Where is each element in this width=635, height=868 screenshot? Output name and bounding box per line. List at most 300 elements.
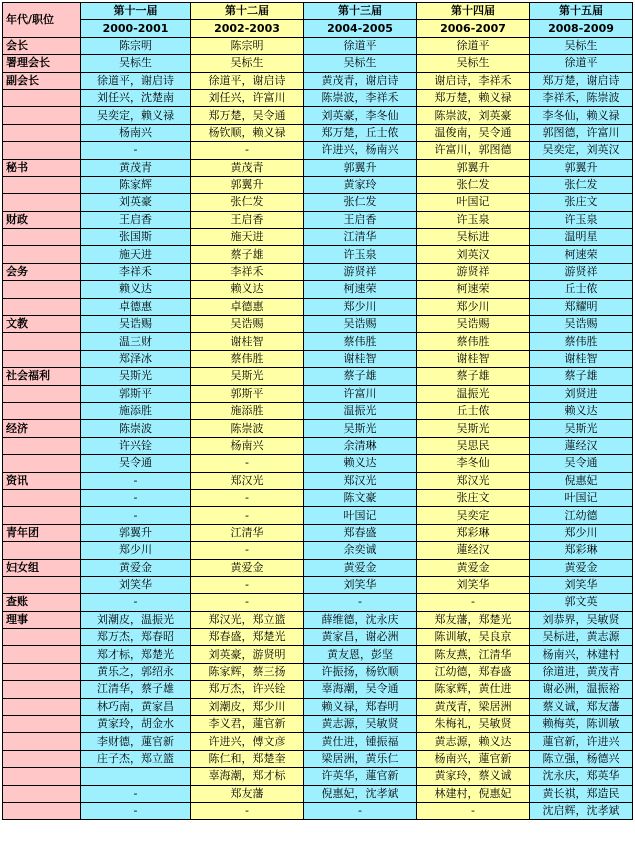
member-cell: - — [81, 802, 191, 819]
member-cell: 沈永庆，郑英华 — [530, 768, 633, 785]
member-cell: 吴斯光 — [530, 420, 633, 437]
table-row — [3, 385, 633, 402]
table-row — [3, 768, 633, 785]
roster-table-wrapper — [2, 2, 633, 820]
member-cell: 黄仕进，锺振福 — [304, 733, 417, 750]
member-cell: 吴标生 — [530, 37, 633, 54]
table-row — [3, 681, 633, 698]
table-row — [3, 89, 633, 106]
member-cell: 刘笑华 — [530, 576, 633, 593]
member-cell: 陈立强，杨德兴 — [530, 750, 633, 767]
table-row — [3, 72, 633, 89]
member-cell: 倪惠妃 — [530, 472, 633, 489]
member-cell: 蔡伟胜 — [304, 333, 417, 350]
member-cell: - — [81, 785, 191, 802]
member-cell: 黄长祺，郑造民 — [530, 785, 633, 802]
member-cell: 郑少川 — [530, 524, 633, 541]
member-cell: 张庄文 — [417, 489, 530, 506]
member-cell: 黄友恩，彭坚 — [304, 646, 417, 663]
member-cell: - — [191, 594, 304, 611]
member-cell: 林建村，倪惠妃 — [417, 785, 530, 802]
member-cell: 叶国记 — [417, 194, 530, 211]
member-cell: 江幼德 — [530, 507, 633, 524]
member-cell: 丘士侬 — [417, 402, 530, 419]
table-row — [3, 142, 633, 159]
member-cell: 李冬仙，赖义禄 — [530, 107, 633, 124]
member-cell: 郑万楚，吴令通 — [191, 107, 304, 124]
member-cell: 黄家昌，谢必洲 — [304, 629, 417, 646]
member-cell: 赖梅英，陈训敏 — [530, 716, 633, 733]
table-row — [3, 55, 633, 72]
position-header: 年代/职位 — [3, 3, 81, 38]
member-cell: 徐道进，黄茂青 — [530, 663, 633, 680]
member-cell: 杨南兴 — [191, 437, 304, 454]
position-label — [3, 385, 81, 402]
member-cell: 郑万杰，许兴铨 — [191, 681, 304, 698]
member-cell: 黄爱金 — [191, 559, 304, 576]
member-cell: 卓德惠 — [81, 298, 191, 315]
member-cell: 王启香 — [191, 211, 304, 228]
member-cell: 赖义禄，郑春明 — [304, 698, 417, 715]
year-range: 2004-2005 — [304, 20, 417, 37]
member-cell: 温振光 — [417, 385, 530, 402]
term-header: 第十四届 — [417, 3, 530, 20]
position-label: 理事 — [3, 611, 81, 628]
position-label — [3, 142, 81, 159]
member-cell — [81, 768, 191, 785]
roster-body — [3, 3, 633, 820]
member-cell: 杨南兴 — [81, 124, 191, 141]
member-cell: 张仁发 — [304, 194, 417, 211]
member-cell: 徐道平 — [417, 37, 530, 54]
member-cell: 郑友藩 — [191, 785, 304, 802]
position-label — [3, 716, 81, 733]
member-cell: 游贤祥 — [304, 263, 417, 280]
member-cell: 黄茂青，梁居洲 — [417, 698, 530, 715]
member-cell: 吴诰赐 — [530, 316, 633, 333]
member-cell: - — [417, 594, 530, 611]
position-label — [3, 576, 81, 593]
member-cell: 郑万楚，赖义禄 — [417, 89, 530, 106]
member-cell: 江清华 — [304, 229, 417, 246]
member-cell: 黄爱金 — [304, 559, 417, 576]
member-cell: 温三财 — [81, 333, 191, 350]
member-cell: 江清华 — [191, 524, 304, 541]
member-cell: 郑才标，郑楚光 — [81, 646, 191, 663]
member-cell: 郑彩琳 — [530, 542, 633, 559]
table-row — [3, 37, 633, 54]
member-cell: 陈崇波，刘英豪 — [417, 107, 530, 124]
member-cell: 郑春盛 — [304, 524, 417, 541]
member-cell: 李祥禾，陈崇波 — [530, 89, 633, 106]
member-cell: 黄家玲，蔡义诚 — [417, 768, 530, 785]
member-cell: 张仁发 — [530, 176, 633, 193]
member-cell: 刘恭界，吴敏贤 — [530, 611, 633, 628]
member-cell: 陈宗明 — [81, 37, 191, 54]
member-cell: 谢桂智 — [530, 350, 633, 367]
table-row — [3, 698, 633, 715]
member-cell: 赖义达 — [304, 455, 417, 472]
position-label: 青年团 — [3, 524, 81, 541]
year-range: 2000-2001 — [81, 20, 191, 37]
table-row — [3, 263, 633, 280]
member-cell: 许兴铨 — [81, 437, 191, 454]
member-cell: 卓德惠 — [191, 298, 304, 315]
position-label — [3, 402, 81, 419]
year-range: 2008-2009 — [530, 20, 633, 37]
table-row — [3, 750, 633, 767]
member-cell: 郑耀明 — [530, 298, 633, 315]
table-row — [3, 246, 633, 263]
position-label: 署理会长 — [3, 55, 81, 72]
member-cell: 温振光 — [304, 402, 417, 419]
member-cell: 沈启辉，沈孝斌 — [530, 802, 633, 819]
member-cell: 许玉泉 — [304, 246, 417, 263]
member-cell: - — [304, 802, 417, 819]
member-cell: 郑友藩，郑楚光 — [417, 611, 530, 628]
member-cell: 赖义达 — [530, 402, 633, 419]
member-cell: 刘笑华 — [304, 576, 417, 593]
member-cell: 郭斯平 — [81, 385, 191, 402]
member-cell: 郑万楚，丘士侬 — [304, 124, 417, 141]
member-cell: 郑万杰，郑春昭 — [81, 629, 191, 646]
member-cell: 张仁发 — [417, 176, 530, 193]
member-cell: 郑少川 — [81, 542, 191, 559]
position-label — [3, 785, 81, 802]
member-cell: 蔡伟胜 — [417, 333, 530, 350]
member-cell: 陈仁和，郑楚奎 — [191, 750, 304, 767]
header-row-terms — [3, 3, 633, 20]
member-cell: 刘潮皮，郑少川 — [191, 698, 304, 715]
member-cell: 刘笑华 — [81, 576, 191, 593]
member-cell: - — [191, 455, 304, 472]
table-row — [3, 333, 633, 350]
member-cell: 许进兴，杨南兴 — [304, 142, 417, 159]
member-cell: 陈文豪 — [304, 489, 417, 506]
position-label — [3, 281, 81, 298]
position-label: 副会长 — [3, 72, 81, 89]
table-row — [3, 489, 633, 506]
member-cell: - — [81, 507, 191, 524]
member-cell: 郑彩琳 — [417, 524, 530, 541]
table-row — [3, 576, 633, 593]
position-label: 会长 — [3, 37, 81, 54]
member-cell: 郭文英 — [530, 594, 633, 611]
member-cell: 吴标生 — [417, 55, 530, 72]
member-cell: 郭翼升 — [81, 524, 191, 541]
member-cell: 郑汉光 — [304, 472, 417, 489]
member-cell: 柯速荣 — [304, 281, 417, 298]
position-label — [3, 542, 81, 559]
position-label — [3, 489, 81, 506]
member-cell: 吴令通 — [81, 455, 191, 472]
table-row — [3, 507, 633, 524]
member-cell: 杨钦顺，赖义禄 — [191, 124, 304, 141]
member-cell: 黄茂青 — [81, 159, 191, 176]
position-label: 资讯 — [3, 472, 81, 489]
table-row — [3, 455, 633, 472]
member-cell: - — [81, 489, 191, 506]
member-cell: 郭翼升 — [304, 159, 417, 176]
position-label: 社会福利 — [3, 368, 81, 385]
member-cell: 施添胜 — [191, 402, 304, 419]
member-cell: 张国斯 — [81, 229, 191, 246]
position-label: 会务 — [3, 263, 81, 280]
member-cell: 黄志源，吴敏贤 — [304, 716, 417, 733]
member-cell: 刘英汉 — [417, 246, 530, 263]
member-cell: 谢启诗，李祥禾 — [417, 72, 530, 89]
member-cell: 庄子杰，郑立篮 — [81, 750, 191, 767]
member-cell: 郭翼升 — [191, 176, 304, 193]
member-cell: 吴诰赐 — [304, 316, 417, 333]
member-cell: 徐道平，谢启诗 — [191, 72, 304, 89]
member-cell: 柯速荣 — [417, 281, 530, 298]
position-label — [3, 124, 81, 141]
member-cell: 施天进 — [81, 246, 191, 263]
table-row — [3, 176, 633, 193]
position-label: 文教 — [3, 316, 81, 333]
member-cell: 李祥禾 — [81, 263, 191, 280]
member-cell: 赖义达 — [81, 281, 191, 298]
position-label — [3, 89, 81, 106]
member-cell: 许富川，郭图德 — [417, 142, 530, 159]
member-cell: 郑汉光 — [191, 472, 304, 489]
position-label — [3, 176, 81, 193]
table-row — [3, 472, 633, 489]
member-cell: 谢桂智 — [191, 333, 304, 350]
position-label — [3, 298, 81, 315]
position-label — [3, 768, 81, 785]
member-cell: 徐道平 — [304, 37, 417, 54]
year-range: 2006-2007 — [417, 20, 530, 37]
position-label: 妇女组 — [3, 559, 81, 576]
member-cell: 郑少川 — [417, 298, 530, 315]
table-row — [3, 298, 633, 315]
member-cell: - — [191, 489, 304, 506]
member-cell: 许进兴，傅文彦 — [191, 733, 304, 750]
member-cell: 黄茂青，谢启诗 — [304, 72, 417, 89]
position-label — [3, 350, 81, 367]
table-row — [3, 594, 633, 611]
member-cell: 许玉泉 — [417, 211, 530, 228]
member-cell: 辜海潮，郑才标 — [191, 768, 304, 785]
member-cell: 陈家辉 — [81, 176, 191, 193]
position-label — [3, 802, 81, 819]
member-cell: 吴标生 — [191, 55, 304, 72]
member-cell: 蔡子雄 — [191, 246, 304, 263]
member-cell: 江幼德，郑春盛 — [417, 663, 530, 680]
member-cell: 倪惠妃，沈孝斌 — [304, 785, 417, 802]
member-cell: 赖义达 — [191, 281, 304, 298]
table-row — [3, 316, 633, 333]
member-cell: 刘任兴，许富川 — [191, 89, 304, 106]
member-cell: 张庄文 — [530, 194, 633, 211]
member-cell: 吴诰赐 — [417, 316, 530, 333]
member-cell: - — [191, 507, 304, 524]
position-label — [3, 229, 81, 246]
member-cell: 刘任兴，沈楚南 — [81, 89, 191, 106]
member-cell: 丘士侬 — [530, 281, 633, 298]
member-cell: 徐道平，谢启诗 — [81, 72, 191, 89]
member-cell: 郑泽冰 — [81, 350, 191, 367]
member-cell: 江清华，蔡子雄 — [81, 681, 191, 698]
table-row — [3, 211, 633, 228]
member-cell: 林巧南，黄家昌 — [81, 698, 191, 715]
member-cell: 郭翼升 — [417, 159, 530, 176]
table-row — [3, 107, 633, 124]
position-label — [3, 681, 81, 698]
member-cell: 柯速荣 — [530, 246, 633, 263]
member-cell: 蔡子雄 — [417, 368, 530, 385]
table-row — [3, 420, 633, 437]
member-cell: 刘英豪 — [81, 194, 191, 211]
member-cell: 吴标生 — [81, 55, 191, 72]
table-row — [3, 785, 633, 802]
member-cell: 黄家玲 — [304, 176, 417, 193]
member-cell: 谢桂智 — [304, 350, 417, 367]
member-cell: 温明星 — [530, 229, 633, 246]
member-cell: 谢必洲，温振裕 — [530, 681, 633, 698]
member-cell: 许英华，蓮官新 — [304, 768, 417, 785]
member-cell: 刘笑华 — [417, 576, 530, 593]
member-cell: 许振扬，杨钦顺 — [304, 663, 417, 680]
table-row — [3, 559, 633, 576]
member-cell: 黄志源，赖义达 — [417, 733, 530, 750]
position-label — [3, 733, 81, 750]
member-cell: 黄爱金 — [417, 559, 530, 576]
table-row — [3, 402, 633, 419]
term-header: 第十一届 — [81, 3, 191, 20]
table-row — [3, 733, 633, 750]
member-cell: 蔡子雄 — [530, 368, 633, 385]
member-cell: 陈家辉，蔡三扬 — [191, 663, 304, 680]
member-cell: 陈训敏，吴良京 — [417, 629, 530, 646]
member-cell: 张仁发 — [191, 194, 304, 211]
member-cell: 吴奕定，赖义禄 — [81, 107, 191, 124]
position-label — [3, 663, 81, 680]
member-cell: 余清琳 — [304, 437, 417, 454]
position-label — [3, 333, 81, 350]
member-cell: 杨南兴，蓮官新 — [417, 750, 530, 767]
position-label — [3, 646, 81, 663]
member-cell: 吴斯光 — [304, 420, 417, 437]
member-cell: 朱梅礼，吴敏贤 — [417, 716, 530, 733]
member-cell: 吴诰赐 — [81, 316, 191, 333]
member-cell: 陈宗明 — [191, 37, 304, 54]
term-header: 第十二届 — [191, 3, 304, 20]
member-cell: 吴思民 — [417, 437, 530, 454]
member-cell: 陈崇波 — [191, 420, 304, 437]
member-cell: - — [191, 542, 304, 559]
member-cell: - — [191, 576, 304, 593]
member-cell: 蔡伟胜 — [191, 350, 304, 367]
member-cell: 郑万楚，谢启诗 — [530, 72, 633, 89]
member-cell: 温俊南，吴令通 — [417, 124, 530, 141]
member-cell: 李义君，蓮官新 — [191, 716, 304, 733]
member-cell: 王启香 — [81, 211, 191, 228]
table-row — [3, 524, 633, 541]
member-cell: - — [81, 472, 191, 489]
member-cell: 叶国记 — [304, 507, 417, 524]
member-cell: - — [81, 142, 191, 159]
table-row — [3, 229, 633, 246]
member-cell: 黄爱金 — [530, 559, 633, 576]
member-cell: 辜海潮，吴令通 — [304, 681, 417, 698]
member-cell: 黄乐之，郭绍永 — [81, 663, 191, 680]
position-label: 秘书 — [3, 159, 81, 176]
table-row — [3, 802, 633, 819]
member-cell: 陈家辉，黄仕进 — [417, 681, 530, 698]
member-cell: 吴诰赐 — [191, 316, 304, 333]
member-cell: 吴奕定 — [417, 507, 530, 524]
member-cell: 杨南兴，林建村 — [530, 646, 633, 663]
position-label — [3, 107, 81, 124]
member-cell: 施天进 — [191, 229, 304, 246]
member-cell: 叶国记 — [530, 489, 633, 506]
member-cell: 游贤祥 — [417, 263, 530, 280]
table-row — [3, 629, 633, 646]
committee-roster-table — [2, 2, 633, 820]
member-cell: - — [304, 594, 417, 611]
table-row — [3, 281, 633, 298]
member-cell: 施添胜 — [81, 402, 191, 419]
member-cell: 徐道平 — [530, 55, 633, 72]
table-row — [3, 542, 633, 559]
header-row-years — [3, 20, 633, 37]
member-cell: 郑汉光，郑立篮 — [191, 611, 304, 628]
member-cell: 蔡义诚，郑友藩 — [530, 698, 633, 715]
member-cell: 陈友燕，江清华 — [417, 646, 530, 663]
table-row — [3, 350, 633, 367]
member-cell: 郑汉光 — [417, 472, 530, 489]
member-cell: 吴令通 — [530, 455, 633, 472]
member-cell: 吴标进，黄志源 — [530, 629, 633, 646]
table-row — [3, 437, 633, 454]
member-cell: 王启香 — [304, 211, 417, 228]
position-label: 经济 — [3, 420, 81, 437]
member-cell: 陈崇波 — [81, 420, 191, 437]
member-cell: 梁居洲，黄乐仁 — [304, 750, 417, 767]
position-label — [3, 437, 81, 454]
member-cell: 刘贤进 — [530, 385, 633, 402]
member-cell: - — [191, 802, 304, 819]
member-cell: 薛维德，沈永庆 — [304, 611, 417, 628]
member-cell: 郭翼升 — [530, 159, 633, 176]
member-cell: 陈崇波，李祥禾 — [304, 89, 417, 106]
member-cell: 吴斯光 — [417, 420, 530, 437]
member-cell: 黄爱金 — [81, 559, 191, 576]
table-row — [3, 124, 633, 141]
member-cell: 李冬仙 — [417, 455, 530, 472]
member-cell: - — [191, 142, 304, 159]
member-cell: 刘潮皮，温振光 — [81, 611, 191, 628]
member-cell: 吴奕定，刘英汉 — [530, 142, 633, 159]
position-label: 财政 — [3, 211, 81, 228]
member-cell: 游贤祥 — [530, 263, 633, 280]
member-cell: 郑春盛，郑楚光 — [191, 629, 304, 646]
member-cell: - — [81, 594, 191, 611]
member-cell: 黄家玲，胡金水 — [81, 716, 191, 733]
year-range: 2002-2003 — [191, 20, 304, 37]
member-cell: 谢桂智 — [417, 350, 530, 367]
member-cell: 余奕诚 — [304, 542, 417, 559]
position-label — [3, 507, 81, 524]
member-cell: 吴斯光 — [81, 368, 191, 385]
position-label — [3, 246, 81, 263]
position-label — [3, 194, 81, 211]
table-row — [3, 646, 633, 663]
member-cell: 郭图德，许富川 — [530, 124, 633, 141]
